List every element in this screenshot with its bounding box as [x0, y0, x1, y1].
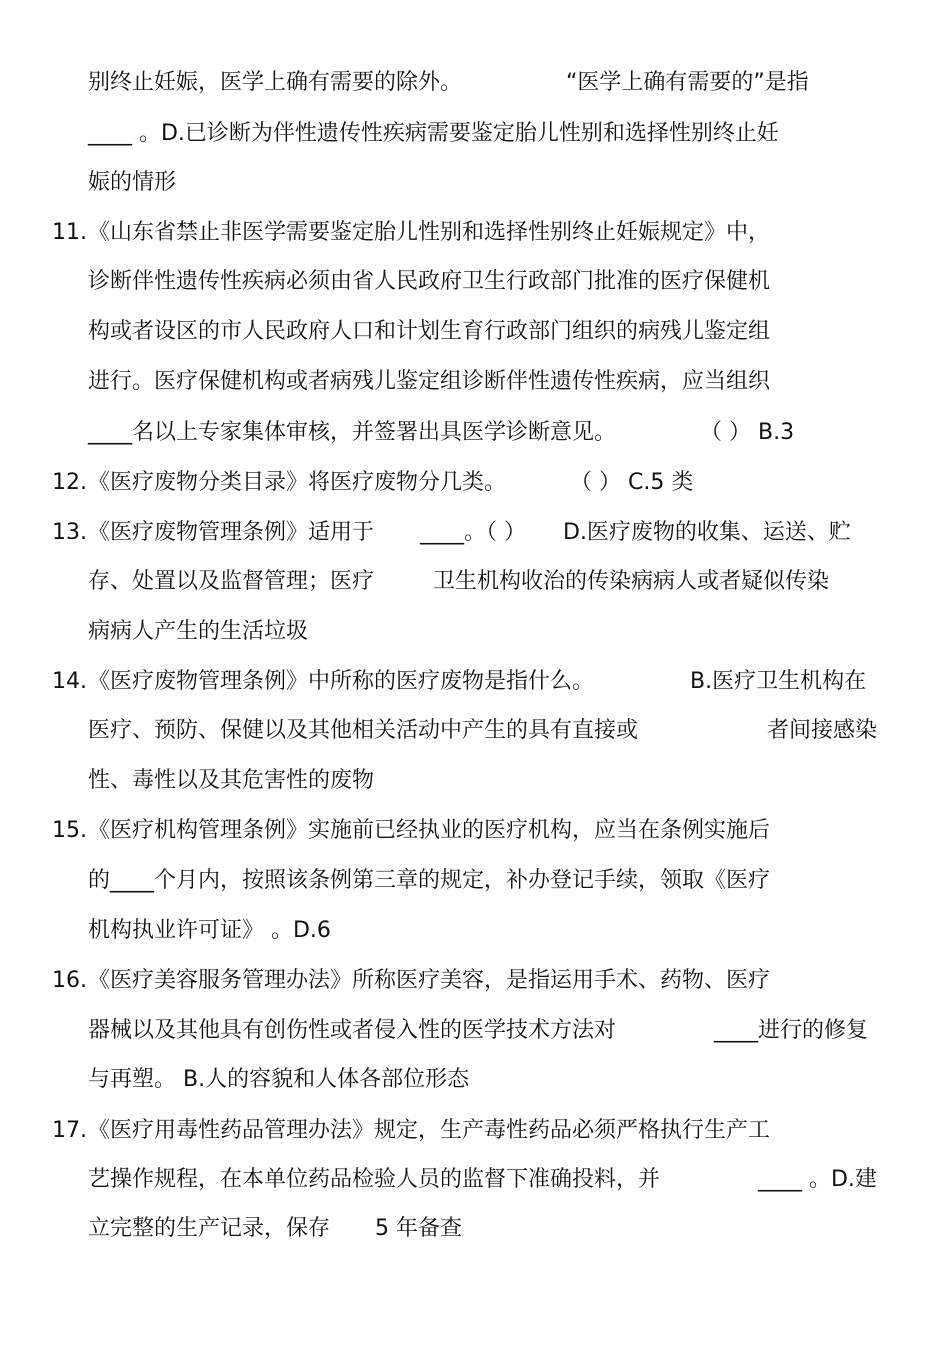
answer-text: 与再塑。 B.人的容貌和人体各部位形态 [88, 1067, 470, 1092]
question-number: 14. [52, 669, 87, 694]
question-text: 《医疗机构管理条例》实施前已经执业的医疗机构，应当在条例实施后 [88, 818, 771, 843]
answer-text: 存、处置以及监督管理；医疗 [88, 569, 375, 594]
answer-text: D.医疗废物的收集、运送、贮 [563, 520, 851, 545]
question-text: ____。（ ） [420, 520, 526, 545]
question-text: 《山东省禁止非医学需要鉴定胎儿性别和选择性别终止妊娠规定》中， [88, 220, 771, 245]
answer-text: 卫生机构收治的传染病病人或者疑似传染 [433, 569, 830, 594]
answer-text: 立完整的生产记录，保存 [88, 1216, 331, 1241]
question-text: 艺操作规程，在本单位药品检验人员的监督下准确投料，并 [88, 1167, 661, 1192]
text-line: ____ 。D.已诊断为伴性遗传性疾病需要鉴定胎儿性别和选择性别终止妊 [88, 121, 779, 146]
text-line: 娠的情形 [88, 170, 177, 195]
answer-text: （ ） B.3 [700, 420, 795, 445]
question-text: 《医疗废物管理条例》适用于 [88, 520, 375, 545]
question-text: 《医疗美容服务管理办法》所称医疗美容，是指运用手术、药物、医疗 [88, 968, 771, 993]
answer-text: B.医疗卫生机构在 [690, 669, 867, 694]
text-line: 别终止妊娠，医学上确有需要的除外。 [88, 70, 463, 95]
question-number: 13. [52, 520, 87, 545]
question-text: 诊断伴性遗传性疾病必须由省人民政府卫生行政部门批准的医疗保健机 [88, 269, 771, 294]
question-number: 12. [52, 470, 87, 495]
question-text: ____名以上专家集体审核，并签署出具医学诊断意见。 [88, 420, 617, 445]
question-text: 进行。医疗保健机构或者病残儿鉴定组诊断伴性遗传性疾病，应当组织 [88, 369, 771, 394]
answer-text: 性、毒性以及其危害性的废物 [88, 768, 375, 793]
question-number: 15. [52, 818, 87, 843]
question-number: 16. [52, 968, 87, 993]
answer-text: 5 年备查 [375, 1216, 462, 1241]
answer-text: （ ） C.5 类 [570, 470, 694, 495]
answer-text: ____ 。D.建 [758, 1167, 877, 1192]
question-number: 11. [52, 220, 87, 245]
question-text: 《医疗废物管理条例》中所称的医疗废物是指什么。 [88, 669, 595, 694]
question-text: 机构执业许可证》 。D.6 [88, 918, 331, 943]
question-text: 的____个月内，按照该条例第三章的规定，补办登记手续，领取《医疗 [88, 868, 771, 893]
answer-text: 病病人产生的生活垃圾 [88, 619, 309, 644]
question-text: 器械以及其他具有创伤性或者侵入性的医学技术方法对 [88, 1018, 617, 1043]
question-text: 《医疗废物分类目录》将医疗废物分几类。 [88, 470, 507, 495]
question-text: 《医疗用毒性药品管理办法》规定，生产毒性药品必须严格执行生产工 [88, 1118, 771, 1143]
answer-text: 者间接感染 [767, 718, 878, 743]
question-text: ____进行的修复 [714, 1018, 869, 1043]
answer-text: 医疗、预防、保健以及其他相关活动中产生的具有直接或 [88, 718, 639, 743]
text-line: “医学上确有需要的”是指 [566, 70, 809, 95]
question-number: 17. [52, 1118, 87, 1143]
question-text: 构或者设区的市人民政府人口和计划生育行政部门组织的病残儿鉴定组 [88, 319, 771, 344]
